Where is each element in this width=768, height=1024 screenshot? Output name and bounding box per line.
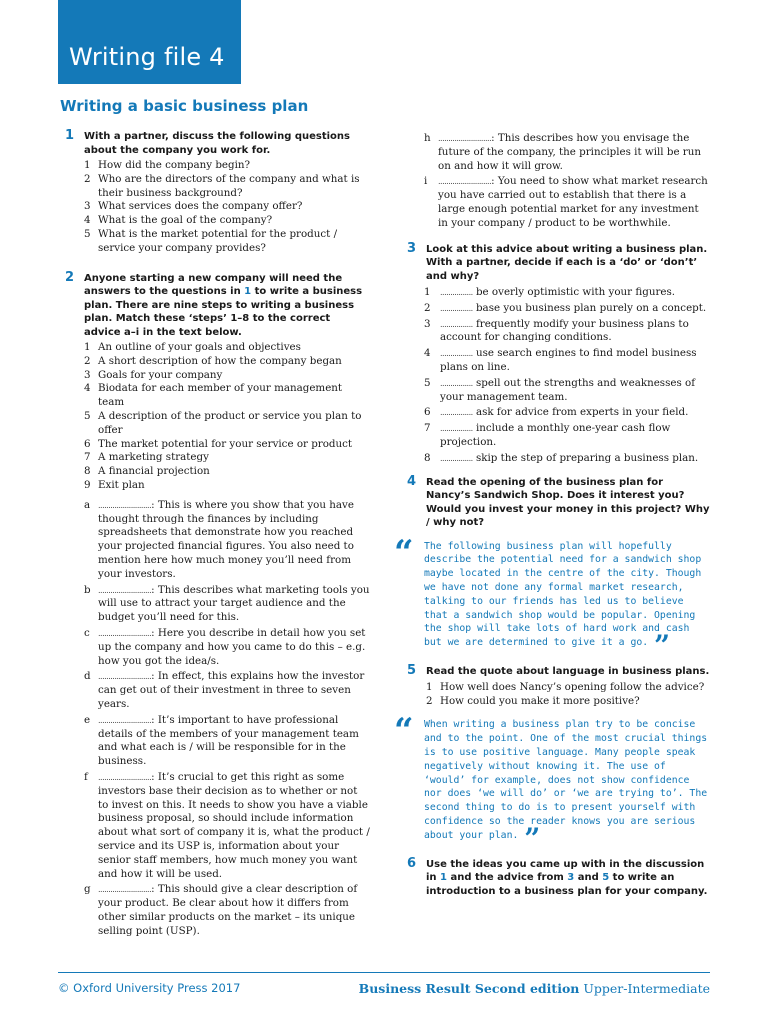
list-item: 7 A marketing strategy [84, 451, 209, 464]
answer-blank[interactable]: ................ [440, 288, 473, 298]
close-quote-mark: ” [524, 821, 541, 855]
exercise-instruction: Look at this advice about writing a business plan. With a partner, decide if each is a ‘do’ or ‘don’t’ and why? [426, 243, 708, 282]
question-list [426, 681, 710, 709]
page-subtitle: Writing a basic business plan [60, 97, 309, 115]
list-item: 4 Biodata for each member of your management team [84, 382, 343, 409]
list-item: 1 An outline of your goals and objectives [84, 341, 301, 354]
exercise-instruction: Use the ideas you came up with in the discussion in 1 and the advice from 3 and 5 to write an introduction to a business plan for your company. [426, 858, 708, 897]
advice-item: f ..........................: It’s crucial to get this right as some investors base their decision as to whether or not to invest on this. It needs to show you have a viable business proposal, so should include information about what sort of company it is, what the product / service and its USP is, information about your senior staff members, how much money you want and how it will be used. [84, 770, 370, 880]
open-quote-mark: “ [394, 532, 414, 573]
exercise-number: 5 [407, 663, 417, 679]
footer-book-title: Business Result Second edition Upper-Intermediate [358, 981, 710, 996]
answer-blank[interactable]: ................ [440, 378, 473, 388]
advice-list [84, 499, 370, 939]
advice-item: g ..........................: This should give a clear description of your product. Be clear about how it differs from other similar products on the market – its unique selling point (USP). [84, 883, 358, 937]
exercise-instruction: With a partner, discuss the following questions about the company you work for. [84, 131, 350, 156]
advice-item: a ..........................: This is where you show that you have thought through the finances by including spreadsheets that demonstrate how you reached your projected financial figures. You also need to mention here how much money you’ll need from your investors. [84, 498, 354, 580]
list-item: 8 ................ skip the step of preparing a business plan. [424, 451, 699, 464]
left-column [58, 130, 370, 941]
exercise-4 [394, 473, 710, 663]
list-item: 6 The market potential for your service or product [84, 437, 353, 450]
answer-blank[interactable]: .......................... [98, 585, 152, 595]
exercise-reference: 3 [567, 872, 575, 884]
answer-blank[interactable]: ................ [440, 303, 473, 313]
advice-list-continued [424, 132, 710, 231]
advice-item: b ..........................: This describes what marketing tools you will use to attract your target audience and the budget you’ll need for this. [84, 583, 370, 624]
list-item: 3 Goals for your company [84, 368, 223, 381]
answer-blank[interactable]: .......................... [98, 885, 152, 895]
list-item: 3 What services does the company offer? [84, 200, 303, 213]
list-item: 4 ................ use search engines to find model business plans on line. [424, 347, 697, 374]
advice-do-dont-list [424, 286, 710, 466]
list-item: 1 ................ be overly optimistic with your figures. [424, 286, 676, 299]
right-column [394, 132, 710, 898]
language-quote: “ When writing a business plan try to be concise and to the point. One of the most crucial things is to use positive language. Many people speak negatively without knowing it. The use of ‘would’ for example, does not show confidence nor does ‘we will do’ or ‘we are trying to’. The second thing to do is to present yourself with confidence so the reader knows you are serious about your plan. ” [394, 711, 708, 855]
exercise-instruction: Read the opening of the business plan for Nancy’s Sandwich Shop. Does it interest you? Would you invest your money in this project? Why / why not? [426, 476, 710, 529]
advice-item: d ..........................: In effect, this explains how the investor can get out of their investment in three to seven years. [84, 670, 365, 710]
exercise-1 [58, 130, 370, 256]
list-item: 5 A description of the product or service you plan to offer [84, 410, 362, 436]
list-item: 1 How well does Nancy’s opening follow the advice? [426, 680, 705, 693]
advice-item: c ..........................: Here you describe in detail how you set up the company and how you came to do this – e.g. how you got the idea/s. [84, 627, 366, 667]
advice-item: i ..........................: You need to show what market research you have carried out to establish that there is a large enough potential market for any investment in your company / product to be worthwhile. [424, 175, 708, 229]
answer-blank[interactable]: .......................... [98, 715, 152, 725]
list-item: 8 A financial projection [84, 465, 210, 478]
answer-blank[interactable]: .......................... [98, 772, 152, 782]
list-item: 5 ................ spell out the strengths and weaknesses of your management team. [424, 376, 696, 403]
list-item: 2 How could you make it more positive? [426, 694, 640, 707]
exercise-number: 6 [407, 855, 417, 871]
list-item: 9 Exit plan [84, 479, 145, 492]
business-plan-quote: “ The following business plan will hopefully describe the potential need for a sandwich shop maybe located in the centre of the city. Though we have not done any formal market research, talking to our friends has led us to believe that a sandwich shop would be popular. Opening the shop will take lots of hard work and cash but we are determined to give it a go. ” [394, 532, 702, 663]
answer-blank[interactable]: .......................... [98, 672, 152, 682]
question-list [84, 159, 370, 256]
answer-blank[interactable]: .......................... [98, 500, 152, 510]
answer-blank[interactable]: .......................... [98, 629, 152, 639]
exercise-reference: 1 [440, 872, 447, 884]
answer-blank[interactable]: ................ [440, 408, 473, 418]
exercise-instruction: Read the quote about language in business plans. [426, 666, 710, 678]
exercise-5 [394, 663, 710, 855]
list-item: 2 ................ base you business plan purely on a concept. [424, 301, 707, 314]
exercise-2 [58, 269, 370, 939]
list-item: 3 ................ frequently modify your business plans to account for changing conditions. [424, 317, 689, 344]
exercise-reference: 1 [244, 286, 252, 298]
advice-item: e ..........................: It’s important to have professional details of the members of your management team and what each is / will be responsible for in the business. [84, 713, 359, 768]
page-title: Writing file 4 [69, 43, 225, 71]
exercise-number: 4 [407, 473, 417, 489]
answer-blank[interactable]: .......................... [438, 134, 492, 143]
answer-blank[interactable]: ................ [440, 453, 473, 463]
list-item: 2 A short description of how the company began [84, 354, 342, 367]
close-quote-mark: ” [654, 629, 671, 663]
answer-blank[interactable]: ................ [440, 319, 473, 329]
list-item: 4 What is the goal of the company? [84, 214, 273, 227]
exercise-instruction: Anyone starting a new company will need the answers to the questions in 1 to write a business plan. There are nine steps to writing a business plan. Match these ‘steps’ 1–8 to the correct advice a–i in the text below. [84, 272, 363, 338]
answer-blank[interactable]: ................ [440, 349, 473, 359]
exercise-number: 2 [65, 269, 75, 285]
list-item: 7 ................ include a monthly one-year cash flow projection. [424, 422, 671, 449]
advice-item: h ..........................: This describes how you envisage the future of the company, the principles it will be run on and how it will grow. [424, 132, 701, 172]
exercise-number: 3 [407, 240, 417, 256]
steps-list [84, 341, 370, 493]
footer-divider [58, 972, 710, 973]
open-quote-mark: “ [394, 711, 414, 752]
exercise-3 [400, 240, 710, 466]
exercise-6 [400, 855, 710, 899]
exercise-number: 1 [65, 128, 75, 143]
exercise-reference: 5 [602, 872, 610, 884]
answer-blank[interactable]: .......................... [438, 177, 492, 187]
answer-blank[interactable]: ................ [440, 424, 473, 434]
list-item: 5 What is the market potential for the product / service your company provides? [84, 227, 338, 254]
list-item: 6 ................ ask for advice from experts in your field. [424, 406, 689, 419]
list-item: 1 How did the company begin? [84, 159, 251, 171]
list-item: 2 Who are the directors of the company and what is their business background? [84, 172, 360, 199]
footer-copyright: © Oxford University Press 2017 [58, 981, 241, 995]
